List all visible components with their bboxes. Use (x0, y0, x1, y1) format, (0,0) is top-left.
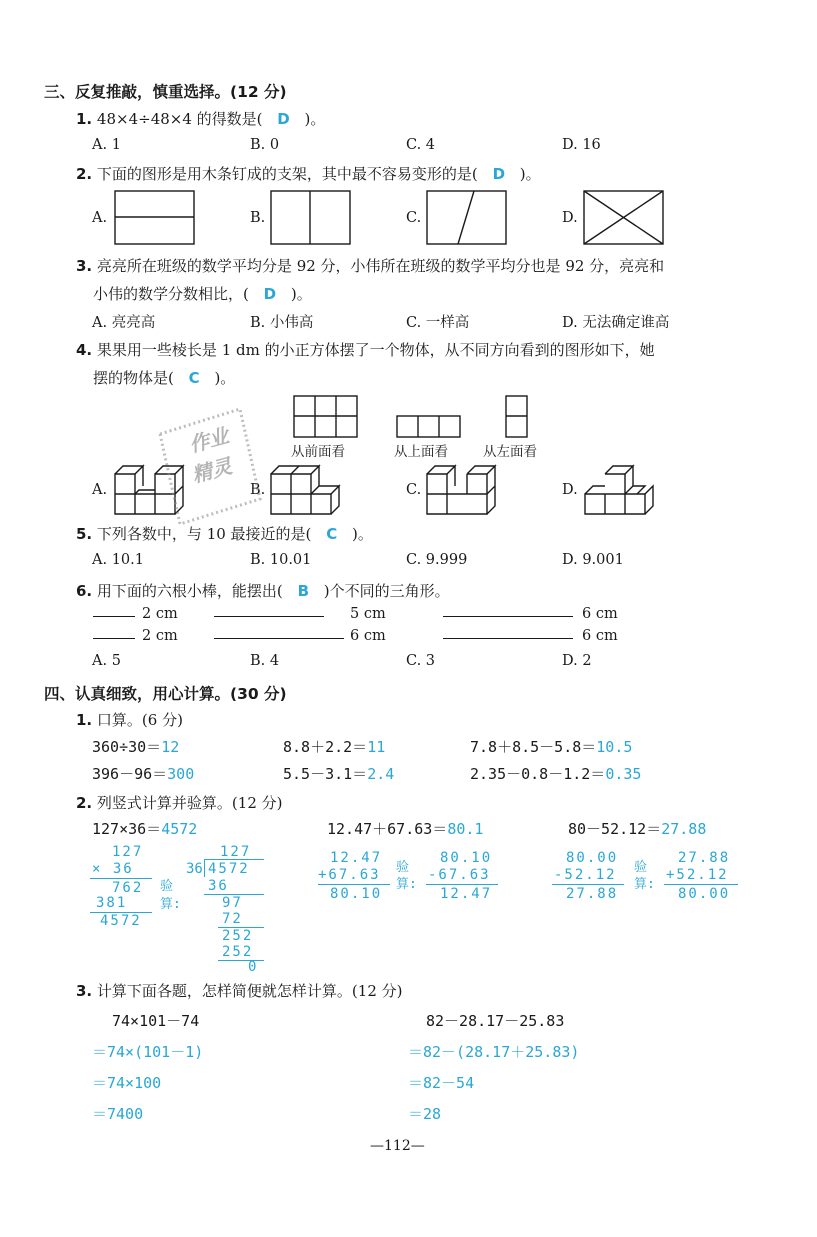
oral-item-1 (92, 736, 179, 757)
vertical-a-2: 80.1 (447, 820, 484, 838)
q4-number: 4. (76, 341, 93, 359)
q4-answer: C (188, 369, 200, 387)
q6-option-c: C. 3 (406, 653, 436, 669)
check-label-1b: 算: (160, 897, 181, 912)
oral-item-5 (283, 763, 394, 784)
stick-6cm-3 (443, 638, 573, 639)
check-label-2a: 验 (396, 860, 410, 875)
q4-option-c: C. (406, 482, 422, 498)
q2-option-c: C. (406, 210, 422, 226)
q6-tail: )个不同的三角形。 (323, 582, 450, 600)
add-line-1: 12.47 (330, 850, 383, 866)
stick-2cm-2 (93, 638, 135, 639)
left-view-figure (505, 395, 529, 439)
div-dividend: 4572 (208, 861, 250, 877)
simplify-right-q: 82－28.17－25.83 (426, 1012, 565, 1030)
sub-check-line-2: +52.12 (666, 867, 729, 883)
q2-stem (76, 163, 541, 184)
stick-6cm-2 (214, 638, 344, 639)
oral-a-6: 0.35 (605, 765, 642, 783)
oral-item-2 (283, 736, 385, 757)
mult-line-1: 127 (112, 844, 144, 860)
mult-rule-1 (90, 878, 152, 879)
q3-option-c: C. 一样高 (406, 315, 470, 331)
stick-5cm (214, 616, 324, 617)
add-line-3: 80.10 (330, 886, 383, 902)
p1-text: 口算。(6 分) (96, 711, 183, 729)
section4-title: 四、认真细致，用心计算。(30 分) (44, 685, 287, 703)
div-remainder: 0 (248, 959, 259, 975)
q3-stem-line2 (93, 283, 312, 304)
simplify-left-q: 74×101－74 (112, 1012, 200, 1030)
q4-text-2: 摆的物体是( (93, 369, 174, 387)
q5-tail: )。 (351, 525, 373, 543)
top-view-figure (396, 415, 462, 439)
stick-label-4: 2 cm (142, 628, 178, 644)
vertical-item-3 (568, 818, 706, 839)
q5-stem (76, 523, 373, 544)
q2-option-a: A. (92, 210, 108, 226)
vertical-item-2 (327, 818, 483, 839)
check-label-2b: 算: (396, 877, 417, 892)
div-step-1: 36 (208, 878, 229, 894)
q1-option-b: B. 0 (250, 137, 280, 153)
add-check-rule (426, 884, 498, 885)
oral-q-2: 8.8＋2.2＝ (283, 738, 368, 756)
div-step-3: 72 (222, 911, 243, 927)
add-check-line-1: 80.10 (440, 850, 493, 866)
q5-option-d: D. 9.001 (562, 552, 624, 568)
stick-label-5: 6 cm (350, 628, 386, 644)
q4-stem-line1 (76, 339, 655, 360)
div-step-5: 252 (222, 944, 254, 960)
check-label-3a: 验 (634, 860, 648, 875)
q6-option-a: A. 5 (92, 653, 121, 669)
p3-number: 3. (76, 982, 93, 1000)
oral-item-6 (470, 763, 641, 784)
add-check-line-3: 12.47 (440, 886, 493, 902)
div-step-2: 97 (222, 895, 243, 911)
add-line-2: +67.63 (318, 867, 381, 883)
q6-option-d: D. 2 (562, 653, 592, 669)
q5-number: 5. (76, 525, 93, 543)
q2-number: 2. (76, 165, 93, 183)
q6-answer: B (297, 582, 309, 600)
q2-option-b: B. (250, 210, 266, 226)
stick-label-2: 5 cm (350, 606, 386, 622)
oral-a-3: 10.5 (596, 738, 633, 756)
view-label-top: 从上面看 (394, 444, 448, 460)
frame-b-figure (270, 190, 352, 246)
q1-answer: D (277, 110, 290, 128)
p2-text: 列竖式计算并验算。(12 分) (96, 794, 283, 812)
q3-option-a: A. 亮亮高 (92, 315, 156, 331)
q3-stem-line1 (76, 255, 664, 276)
oral-q-3: 7.8＋8.5－5.8＝ (470, 738, 597, 756)
solid-c-figure (424, 462, 504, 516)
sub-rule (552, 884, 624, 885)
simplify-left-step-2: ＝74×100 (92, 1074, 162, 1092)
mult-line-3: 762 (112, 880, 144, 896)
simplify-left-step-1: ＝74×(101－1) (92, 1043, 204, 1061)
stick-label-6: 6 cm (582, 628, 618, 644)
div-step-4: 252 (222, 928, 254, 944)
oral-q-6: 2.35－0.8－1.2＝ (470, 765, 606, 783)
oral-a-2: 11 (367, 738, 386, 756)
div-bracket-top (204, 859, 264, 860)
q4-tail: )。 (214, 369, 236, 387)
solid-d-figure (582, 462, 662, 516)
q1-option-c: C. 4 (406, 137, 436, 153)
oral-a-5: 2.4 (367, 765, 395, 783)
vertical-q-2: 12.47＋67.63＝ (327, 820, 448, 838)
q4-option-b: B. (250, 482, 266, 498)
oral-q-1: 360÷30＝ (92, 738, 162, 756)
stick-label-3: 6 cm (582, 606, 618, 622)
q6-stem (76, 580, 450, 601)
q3-text: 亮亮所在班级的数学平均分是 92 分，小伟所在班级的数学平均分也是 92 分，亮亮和 (96, 257, 665, 275)
check-label-1a: 验 (160, 879, 174, 894)
vertical-a-1: 4572 (161, 820, 198, 838)
mult-line-2: × 36 (92, 861, 134, 877)
q1-stem (76, 108, 325, 129)
stick-label-1: 2 cm (142, 606, 178, 622)
q2-text: 下面的图形是用木条钉成的支架，其中最不容易变形的是( (96, 165, 478, 183)
check-label-3b: 算: (634, 877, 655, 892)
q3-tail: )。 (290, 285, 312, 303)
q5-option-c: C. 9.999 (406, 552, 468, 568)
section3-title: 三、反复推敲，慎重选择。(12 分) (44, 83, 287, 101)
p1-number: 1. (76, 711, 93, 729)
frame-c-figure (426, 190, 508, 246)
q6-number: 6. (76, 582, 93, 600)
oral-item-3 (470, 736, 632, 757)
sub-line-3: 27.88 (566, 886, 619, 902)
simplify-right-step-3: ＝28 (408, 1105, 442, 1123)
div-bracket-side (204, 859, 205, 877)
div-divisor: 36 (186, 861, 203, 877)
q1-text: 48×4÷48×4 的得数是( (96, 110, 263, 128)
vertical-a-3: 27.88 (661, 820, 707, 838)
frame-a-figure (114, 190, 196, 246)
sub-check-line-1: 27.88 (678, 850, 731, 866)
mult-line-5: 4572 (100, 913, 142, 929)
solid-b-figure (268, 462, 348, 516)
simplify-left-step-3: ＝7400 (92, 1105, 144, 1123)
q2-option-d: D. (562, 210, 578, 226)
simplify-right-step-1: ＝82－(28.17＋25.83) (408, 1043, 580, 1061)
q4-text: 果果用一些棱长是 1 dm 的小正方体摆了一个物体，从不同方向看到的图形如下，她 (96, 341, 655, 359)
add-check-line-2: -67.63 (428, 867, 491, 883)
q5-text: 下列各数中，与 10 最接近的是( (96, 525, 312, 543)
q2-tail: )。 (519, 165, 541, 183)
q1-tail: )。 (304, 110, 326, 128)
q1-option-a: A. 1 (92, 137, 121, 153)
p3-title (76, 980, 402, 1001)
q5-answer: C (326, 525, 338, 543)
vertical-item-1 (92, 818, 197, 839)
oral-q-5: 5.5－3.1＝ (283, 765, 368, 783)
q4-option-a: A. (92, 482, 108, 498)
q1-number: 1. (76, 110, 93, 128)
oral-item-4 (92, 763, 194, 784)
sub-check-rule (664, 884, 738, 885)
q5-option-a: A. 10.1 (92, 552, 144, 568)
vertical-q-1: 127×36＝ (92, 820, 162, 838)
stick-6cm-1 (443, 616, 573, 617)
q3-number: 3. (76, 257, 93, 275)
q6-option-b: B. 4 (250, 653, 280, 669)
oral-q-4: 396－96＝ (92, 765, 168, 783)
q2-answer: D (492, 165, 506, 183)
q3-answer: D (263, 285, 277, 303)
sub-check-line-3: 80.00 (678, 886, 731, 902)
page-number: —112— (370, 1138, 425, 1154)
sub-line-2: -52.12 (554, 867, 617, 883)
stick-2cm-1 (93, 616, 135, 617)
q4-option-d: D. (562, 482, 578, 498)
q3-option-b: B. 小伟高 (250, 315, 314, 331)
watermark-stamp (140, 404, 270, 534)
div-quotient: 127 (220, 844, 252, 860)
oral-a-4: 300 (167, 765, 195, 783)
add-rule (318, 884, 390, 885)
q3-text-2: 小伟的数学分数相比，( (93, 285, 249, 303)
q1-option-d: D. 16 (562, 137, 601, 153)
vertical-q-3: 80－52.12＝ (568, 820, 662, 838)
q4-stem-line2 (93, 367, 235, 388)
p2-number: 2. (76, 794, 93, 812)
sub-line-1: 80.00 (566, 850, 619, 866)
simplify-right-step-2: ＝82－54 (408, 1074, 475, 1092)
front-view-figure (293, 395, 359, 439)
q5-option-b: B. 10.01 (250, 552, 312, 568)
q3-option-d: D. 无法确定谁高 (562, 315, 670, 331)
watermark-text-1: 作业 (186, 423, 232, 457)
p1-title (76, 709, 183, 730)
oral-a-1: 12 (161, 738, 180, 756)
p3-text: 计算下面各题，怎样简便就怎样计算。(12 分) (96, 982, 403, 1000)
q6-text: 用下面的六根小棒，能摆出( (96, 582, 283, 600)
frame-d-figure (583, 190, 665, 246)
watermark-text-2: 精灵 (189, 453, 235, 488)
view-label-left: 从左面看 (483, 444, 537, 460)
p2-title (76, 792, 282, 813)
view-label-front: 从前面看 (291, 444, 345, 460)
mult-line-4: 381 (96, 895, 128, 911)
